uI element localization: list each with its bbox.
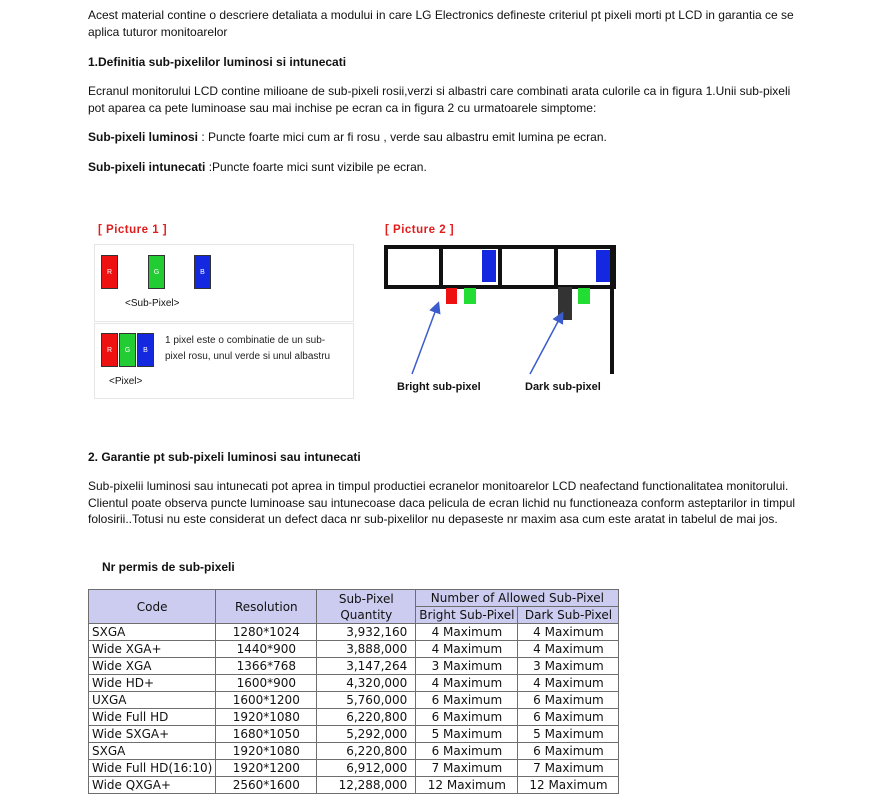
table-row (89, 675, 619, 692)
section1-paragraph: Ecranul monitorului LCD contine milioane de sub-pixeli rosii,verzi si albastri care combinati arata culorile ca in figura 1.Unii sub-pixeli pot aparea ca pete luminoase sau mai inchise pe ecran ca in figura 2 cu urmatoarele simptome: (88, 84, 791, 115)
header-bright: Bright Sub-Pixel (416, 607, 518, 624)
bright-def: : Puncte foarte mici cum ar fi rosu , verde sau albastru emit lumina pe ecran. (198, 130, 607, 144)
cell-code: Wide Full HD(16:10) (89, 760, 216, 777)
bright-definition (88, 129, 808, 146)
bright-arrow (412, 304, 438, 374)
pixel-green: G (119, 333, 136, 367)
cell-bright: 4 Maximum (416, 641, 518, 658)
cell-bright: 5 Maximum (416, 726, 518, 743)
cell-code: Wide XGA+ (89, 641, 216, 658)
cell-bright: 4 Maximum (416, 624, 518, 641)
cell-resolution: 1440*900 (216, 641, 317, 658)
cell-resolution: 1920*1080 (216, 743, 317, 760)
dark-subpixel-label: Dark sub-pixel (525, 381, 601, 393)
dark-definition (88, 159, 808, 176)
cell-quantity: 3,147,264 (317, 658, 416, 675)
header-code: Code (89, 590, 216, 624)
dark-subpixel (558, 287, 572, 320)
cell-quantity: 3,888,000 (317, 641, 416, 658)
cell-quantity: 12,288,000 (317, 777, 416, 794)
cell-quantity: 4,320,000 (317, 675, 416, 692)
cell-code: SXGA (89, 624, 216, 641)
cell-code: UXGA (89, 692, 216, 709)
pixel-red: R (101, 333, 118, 367)
cell-dark: 3 Maximum (518, 658, 619, 675)
blue-cell-2 (596, 250, 610, 282)
header-dark: Dark Sub-Pixel (518, 607, 619, 624)
table-row (89, 624, 619, 641)
cell-code: Wide XGA (89, 658, 216, 675)
blue-cell-1 (482, 250, 496, 282)
table-title: Nr permis de sub-pixeli (102, 560, 235, 574)
table-row (89, 726, 619, 743)
defect-diagram (380, 224, 620, 399)
table-row (89, 777, 619, 794)
cell-dark: 4 Maximum (518, 624, 619, 641)
bright-green-subpixel (464, 288, 476, 304)
table-row (89, 641, 619, 658)
header-quantity-line1: Sub-Pixel (338, 591, 394, 606)
header-quantity (317, 590, 416, 624)
cell-bright: 12 Maximum (416, 777, 518, 794)
cell-resolution: 2560*1600 (216, 777, 317, 794)
table-row (89, 658, 619, 675)
table-row (89, 743, 619, 760)
section2-paragraph: Sub-pixelii luminosi sau intunecati pot aprea in timpul productiei ecranelor monitoarelor LCD neafectand functionalitatea monitorului. Clientul poate observa puncte luminoase sau intunecoase daca pelicula de ecran lichid nu functioneaza conform asteptarilor in timpul folosirii..Totusi nu este considerat un defect daca nr sub-pixelilor nu depaseste nr maxim asa cum este aratat in tabelul de mai jos. (88, 479, 796, 526)
cell-dark: 5 Maximum (518, 726, 619, 743)
cell-code: SXGA (89, 743, 216, 760)
cell-resolution: 1600*1200 (216, 692, 317, 709)
cell-quantity: 6,912,000 (317, 760, 416, 777)
cell-resolution: 1920*1080 (216, 709, 317, 726)
header-resolution: Resolution (216, 590, 317, 624)
pixel-panel (94, 323, 354, 399)
cell-code: Wide SXGA+ (89, 726, 216, 743)
picture-2-figure (380, 224, 620, 399)
cell-code: Wide Full HD (89, 709, 216, 726)
subpixel-caption: <Sub-Pixel> (125, 298, 180, 309)
cell-bright: 7 Maximum (416, 760, 518, 777)
cell-resolution: 1920*1200 (216, 760, 317, 777)
dark-def: :Puncte foarte mici sunt vizibile pe ecran. (205, 160, 427, 174)
bright-red-subpixel (446, 288, 457, 304)
cell-quantity: 3,932,160 (317, 624, 416, 641)
cell-dark: 12 Maximum (518, 777, 619, 794)
cell-dark: 4 Maximum (518, 675, 619, 692)
table-row (89, 760, 619, 777)
cell-quantity: 6,220,800 (317, 743, 416, 760)
cell-resolution: 1680*1050 (216, 726, 317, 743)
cell-code: Wide HD+ (89, 675, 216, 692)
section2-heading: 2. Garantie pt sub-pixeli luminosi sau intunecati (88, 450, 361, 464)
cell-dark: 6 Maximum (518, 692, 619, 709)
dark-term: Sub-pixeli intunecati (88, 160, 206, 174)
cell-dark: 6 Maximum (518, 743, 619, 760)
cell-quantity: 5,760,000 (317, 692, 416, 709)
dark-green-subpixel (578, 288, 590, 304)
pixel-caption: <Pixel> (109, 376, 143, 387)
picture-1-label: [ Picture 1 ] (98, 224, 168, 236)
cell-bright: 4 Maximum (416, 675, 518, 692)
cell-dark: 4 Maximum (518, 641, 619, 658)
table-row (89, 709, 619, 726)
cell-dark: 7 Maximum (518, 760, 619, 777)
dark-arrow (530, 314, 562, 374)
cell-resolution: 1280*1024 (216, 624, 317, 641)
cell-resolution: 1366*768 (216, 658, 317, 675)
subpixel-panel (94, 244, 354, 322)
pixel-blue: B (137, 333, 154, 367)
bright-term: Sub-pixeli luminosi (88, 130, 199, 144)
intro-paragraph: Acest material contine o descriere detaliata a modului in care LG Electronics defineste criteriul pt pixeli morti pt LCD in garantia ce se aplica tuturor monitoarelor (88, 8, 794, 39)
cell-resolution: 1600*900 (216, 675, 317, 692)
cell-bright: 3 Maximum (416, 658, 518, 675)
pixel-note: 1 pixel este o combinatie de un sub-pixel rosu, unul verde si unul albastru (165, 335, 331, 362)
header-allowed: Number of Allowed Sub-Pixel (416, 590, 619, 607)
table-row (89, 692, 619, 709)
cell-bright: 6 Maximum (416, 743, 518, 760)
cell-bright: 6 Maximum (416, 692, 518, 709)
bright-subpixel-label: Bright sub-pixel (397, 381, 481, 393)
table-body (89, 624, 619, 794)
red-subpixel: R (101, 255, 118, 289)
header-quantity-line2: Quantity (340, 607, 393, 622)
cell-code: Wide QXGA+ (89, 777, 216, 794)
green-subpixel: G (148, 255, 165, 289)
blue-subpixel: B (194, 255, 211, 289)
cell-quantity: 6,220,800 (317, 709, 416, 726)
cell-quantity: 5,292,000 (317, 726, 416, 743)
cell-bright: 6 Maximum (416, 709, 518, 726)
picture-1-figure (92, 224, 354, 399)
section1-heading: 1.Definitia sub-pixelilor luminosi si intunecati (88, 55, 347, 69)
picture-2-label: [ Picture 2 ] (385, 224, 455, 236)
cell-dark: 6 Maximum (518, 709, 619, 726)
subpixel-table (88, 589, 619, 794)
